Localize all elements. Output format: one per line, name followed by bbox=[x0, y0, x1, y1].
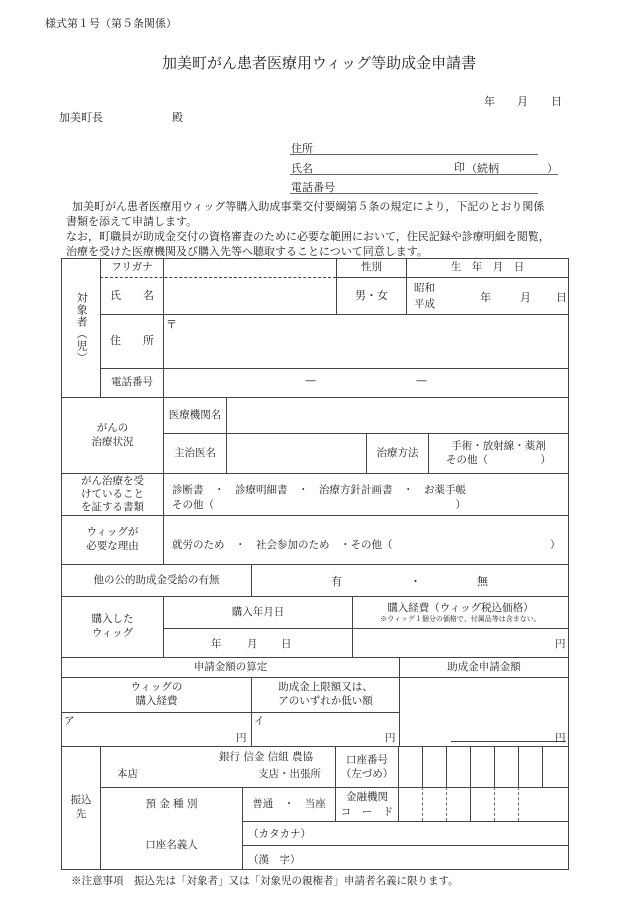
method-options-line1[interactable]: 手術・放射線・薬剤 bbox=[451, 439, 546, 452]
applicant-address-line[interactable] bbox=[290, 154, 538, 155]
applicant-phone-line[interactable] bbox=[290, 193, 538, 194]
applicant-name-label: 氏名 bbox=[291, 162, 313, 175]
transfer-section-label bbox=[62, 747, 100, 869]
method-options-line2[interactable]: その他（ ） bbox=[446, 453, 551, 466]
phone-separator-2: — bbox=[416, 374, 427, 387]
applicant-address-label: 住所 bbox=[291, 142, 313, 155]
applicant-phone-label: 電話番号 bbox=[291, 181, 335, 194]
account-holder-label: 口座名義人 bbox=[145, 838, 198, 851]
bank-types[interactable]: 銀行 信金 信組 農協 bbox=[219, 751, 314, 763]
katakana-label: （カタカナ） bbox=[248, 828, 311, 840]
purchase-month-label: 月 bbox=[247, 638, 258, 650]
yen-request: 円 bbox=[555, 732, 566, 744]
col-a-label-line1: ウィッグの bbox=[130, 681, 183, 694]
subject-name-label: 氏 名 bbox=[110, 288, 154, 302]
intro-line-2: 書類を添えて申請します。 bbox=[66, 215, 198, 228]
bank-code-label bbox=[336, 788, 398, 821]
deposit-type-options[interactable]: 普通 ・ 当座 bbox=[252, 797, 326, 810]
purchase-day-label: 日 bbox=[281, 638, 292, 650]
proof-label bbox=[62, 474, 163, 515]
subject-phone-label: 電話番号 bbox=[111, 376, 153, 389]
account-number-label-line2: （左づめ） bbox=[340, 768, 394, 780]
account-number-input[interactable] bbox=[399, 747, 568, 787]
gender-options[interactable]: 男・女 bbox=[355, 288, 388, 302]
branch-types[interactable]: 支店・出張所 bbox=[258, 768, 321, 780]
intro-line-4: 治療を受けた医療機関及び購入先等へ聴取することについて同意します。 bbox=[66, 245, 428, 258]
purchase-cost-a-input[interactable] bbox=[62, 713, 251, 746]
transfer-label-line1: 振込 bbox=[70, 794, 92, 807]
furigana-input[interactable] bbox=[164, 259, 336, 277]
dob-day-label: 日 bbox=[556, 291, 567, 304]
purchase-label-line1: 購入した bbox=[91, 613, 134, 626]
reason-options[interactable]: 就労のため ・ 社会参加のため ・その他（ ） bbox=[172, 539, 561, 551]
purchase-date-input[interactable] bbox=[164, 629, 352, 657]
proof-label-line2: けていること bbox=[81, 487, 144, 500]
phone-separator-1: — bbox=[305, 374, 316, 387]
holder-kanji-input[interactable] bbox=[243, 846, 568, 869]
yen-a: 円 bbox=[236, 732, 247, 744]
col-b-label-line1: 助成金上限額又は、 bbox=[278, 681, 373, 694]
honorific: 殿 bbox=[172, 111, 183, 124]
mark-b: イ bbox=[254, 715, 265, 727]
subject-address-input[interactable] bbox=[164, 315, 568, 368]
doctor-input[interactable] bbox=[227, 434, 366, 473]
proof-options-line2[interactable]: その他（ ） bbox=[172, 499, 466, 511]
transfer-label-line2: 先 bbox=[75, 808, 87, 820]
bank-code-label-line2: コ ー ド bbox=[340, 805, 394, 818]
institution-label: 医療機関名 bbox=[168, 408, 222, 421]
col-a-label bbox=[62, 678, 251, 712]
reason-label-line2: 必要な理由 bbox=[86, 540, 139, 552]
intro-line-1: 加美町がん患者医療用ウィッグ等購入助成事業交付要綱第５条の規定により，下記のとおり関係 bbox=[61, 200, 545, 213]
col-b-label bbox=[252, 678, 399, 712]
relation-close: ） bbox=[547, 162, 558, 175]
dob-month-label: 月 bbox=[520, 291, 531, 304]
deposit-type-label: 預 金 種 別 bbox=[145, 797, 198, 810]
mark-a: ア bbox=[64, 715, 75, 727]
treatment-section-label bbox=[62, 398, 163, 473]
doctor-label: 主治医名 bbox=[174, 446, 216, 459]
date-year-label: 年 bbox=[484, 95, 495, 108]
account-number-label bbox=[336, 747, 398, 787]
treatment-label-line2: 治療状況 bbox=[91, 435, 134, 448]
relation-label: （続柄 bbox=[466, 162, 499, 175]
request-amount-header: 助成金申請金額 bbox=[447, 660, 521, 673]
limit-b-input[interactable] bbox=[252, 713, 399, 746]
other-subsidy-dot: ・ bbox=[410, 575, 421, 588]
purchase-year-label: 年 bbox=[211, 638, 222, 650]
date-day-label: 日 bbox=[551, 95, 562, 108]
subject-address-label: 住 所 bbox=[110, 334, 154, 348]
method-label: 治療方法 bbox=[376, 446, 419, 459]
bank-code-input[interactable] bbox=[399, 788, 568, 821]
dob-label: 生 年 月 日 bbox=[450, 261, 525, 274]
applicant-name-line[interactable] bbox=[290, 174, 558, 175]
reason-label-line1: ウィッグが bbox=[86, 526, 139, 539]
purchase-cost-input[interactable] bbox=[353, 629, 553, 657]
other-subsidy-label: 他の公的助成金受給の有無 bbox=[93, 573, 220, 586]
subject-name-input[interactable] bbox=[164, 278, 336, 314]
account-number-label-line1: 口座番号 bbox=[346, 753, 388, 766]
purchase-cost-note: ※ウィッグ１個分の価格で、付属品等は含まない。 bbox=[380, 614, 541, 623]
yen-b: 円 bbox=[385, 732, 396, 744]
other-subsidy-yes[interactable]: 有 bbox=[331, 575, 342, 588]
form-number: 様式第１号（第５条関係） bbox=[45, 17, 177, 30]
treatment-label-line1: がんの bbox=[96, 421, 129, 434]
institution-input[interactable] bbox=[227, 398, 568, 433]
col-a-label-line2: 購入経費 bbox=[135, 695, 178, 707]
proof-label-line3: を証する書類 bbox=[81, 501, 144, 514]
intro-line-3: なお，町職員が助成金交付の資格審査のために必要な範囲において，住民記録や診療明細を閲覧， bbox=[66, 230, 550, 243]
other-subsidy-no[interactable]: 無 bbox=[477, 575, 488, 588]
purchase-label bbox=[62, 597, 163, 657]
request-amount-input[interactable] bbox=[400, 678, 568, 746]
calculation-header: 申請金額の算定 bbox=[193, 660, 268, 673]
kanji-label: （漢 字） bbox=[248, 854, 301, 866]
bank-code-label-line1: 金融機関 bbox=[346, 791, 388, 804]
footer-note: ※注意事項 振込先は「対象者」又は「対象児の親権者」申請者名義に限ります。 bbox=[71, 875, 459, 887]
purchase-cost-label: 購入経費（ウィッグ税込価格） bbox=[387, 602, 534, 614]
purchase-date-label: 購入年月日 bbox=[231, 605, 285, 618]
dob-year-label: 年 bbox=[480, 291, 491, 304]
reason-label bbox=[62, 516, 163, 564]
era-showa[interactable]: 昭和 bbox=[414, 282, 435, 294]
postal-mark: 〒 bbox=[166, 318, 177, 331]
page-title: 加美町がん患者医療用ウィッグ等助成金申請書 bbox=[162, 54, 477, 72]
purchase-yen: 円 bbox=[555, 638, 566, 650]
date-month-label: 月 bbox=[517, 95, 528, 108]
era-heisei[interactable]: 平成 bbox=[414, 298, 435, 310]
gender-label: 性別 bbox=[361, 261, 382, 274]
holder-katakana-input[interactable] bbox=[243, 822, 568, 845]
proof-label-line1: がん治療を受 bbox=[81, 474, 144, 487]
addressee: 加美町長 bbox=[59, 111, 103, 124]
furigana-label: フリガナ bbox=[111, 261, 153, 274]
proof-options-line1[interactable]: 診断書 ・ 診療明細書 ・ 治療方針計画書 ・ お薬手帳 bbox=[172, 484, 466, 496]
col-b-label-line2: アのいずれか低い額 bbox=[278, 695, 373, 707]
purchase-cost-header bbox=[353, 597, 568, 628]
seal-icon: 印 bbox=[454, 161, 465, 174]
method-options[interactable] bbox=[429, 434, 568, 473]
purchase-label-line2: ウィッグ bbox=[91, 627, 134, 639]
subject-section-label: 対象者（児） bbox=[75, 292, 89, 364]
head-office[interactable]: 本店 bbox=[117, 768, 138, 780]
